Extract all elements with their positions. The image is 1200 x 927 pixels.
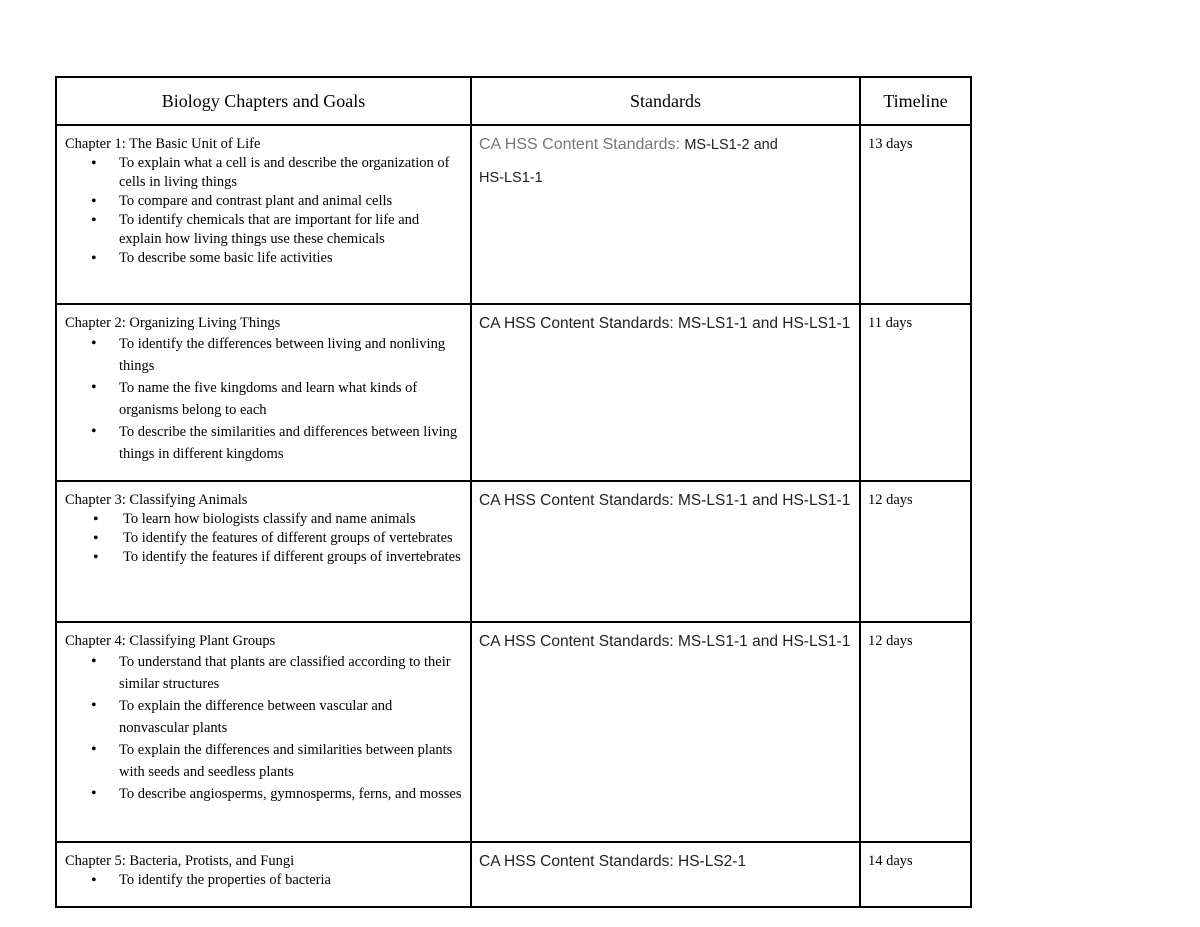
goal-list (65, 871, 464, 890)
timeline-cell: 14 days (860, 842, 971, 907)
chapter-title: Chapter 2: Organizing Living Things (65, 315, 281, 331)
goal-item: • To identify chemicals that are important for life and explain how living things use these chemicals (119, 211, 464, 249)
header-row (56, 77, 971, 125)
standards-cell: CA HSS Content Standards: HS-LS2-1 (471, 842, 860, 907)
goal-item: • To name the five kingdoms and learn what kinds of organisms belong to each (119, 377, 464, 421)
table-row (56, 842, 971, 907)
standards-codes: MS-LS1-2 and (684, 137, 778, 153)
table-row (56, 125, 971, 304)
goal-item: • To understand that plants are classified according to their similar structures (119, 651, 464, 695)
goal-item: • To describe some basic life activities (119, 249, 464, 268)
curriculum-table (55, 76, 972, 908)
goals-cell (56, 842, 471, 907)
goal-item: • To describe angiosperms, gymnosperms, ferns, and mosses (119, 783, 464, 805)
goal-item: • To describe the similarities and differences between living things in different kingdoms (119, 421, 464, 465)
goal-item: • To explain what a cell is and describe the organization of cells in living things (119, 154, 464, 192)
table-row (56, 622, 971, 842)
standards-cell (471, 125, 860, 304)
goal-list (65, 651, 464, 805)
goal-item: • To learn how biologists classify and name animals (123, 510, 464, 529)
goal-list (65, 154, 464, 268)
timeline-cell: 12 days (860, 481, 971, 622)
standards-cell: CA HSS Content Standards: MS-LS1-1 and HS-LS1-1 (471, 622, 860, 842)
goal-item: • To compare and contrast plant and animal cells (119, 192, 464, 211)
table-row (56, 304, 971, 481)
goal-item: • To explain the differences and similarities between plants with seeds and seedless plants (119, 739, 464, 783)
chapter-title: Chapter 3: Classifying Animals (65, 492, 248, 508)
timeline-cell: 12 days (860, 622, 971, 842)
timeline-cell: 13 days (860, 125, 971, 304)
standards-prefix: CA HSS Content Standards: (479, 136, 680, 153)
standards-cell: CA HSS Content Standards: MS-LS1-1 and HS-LS1-1 (471, 304, 860, 481)
goals-cell (56, 125, 471, 304)
goal-list (65, 510, 464, 567)
header-timeline: Timeline (860, 77, 971, 125)
header-goals: Biology Chapters and Goals (56, 77, 471, 125)
goals-cell (56, 622, 471, 842)
table-row (56, 481, 971, 622)
chapter-title: Chapter 4: Classifying Plant Groups (65, 633, 276, 649)
goals-cell (56, 481, 471, 622)
goal-item: • To identify the features if different groups of invertebrates (123, 548, 464, 567)
standards-cell: CA HSS Content Standards: MS-LS1-1 and HS-LS1-1 (471, 481, 860, 622)
goal-item: • To identify the differences between living and nonliving things (119, 333, 464, 377)
goal-item: • To identify the features of different groups of vertebrates (123, 529, 464, 548)
chapter-title: Chapter 1: The Basic Unit of Life (65, 136, 261, 152)
goal-item: • To identify the properties of bacteria (119, 871, 464, 890)
timeline-cell: 11 days (860, 304, 971, 481)
standards-line2: HS-LS1-1 (479, 170, 543, 186)
goal-list (65, 333, 464, 465)
goal-item: • To explain the difference between vascular and nonvascular plants (119, 695, 464, 739)
chapter-title: Chapter 5: Bacteria, Protists, and Fungi (65, 853, 295, 869)
goals-cell (56, 304, 471, 481)
header-standards: Standards (471, 77, 860, 125)
